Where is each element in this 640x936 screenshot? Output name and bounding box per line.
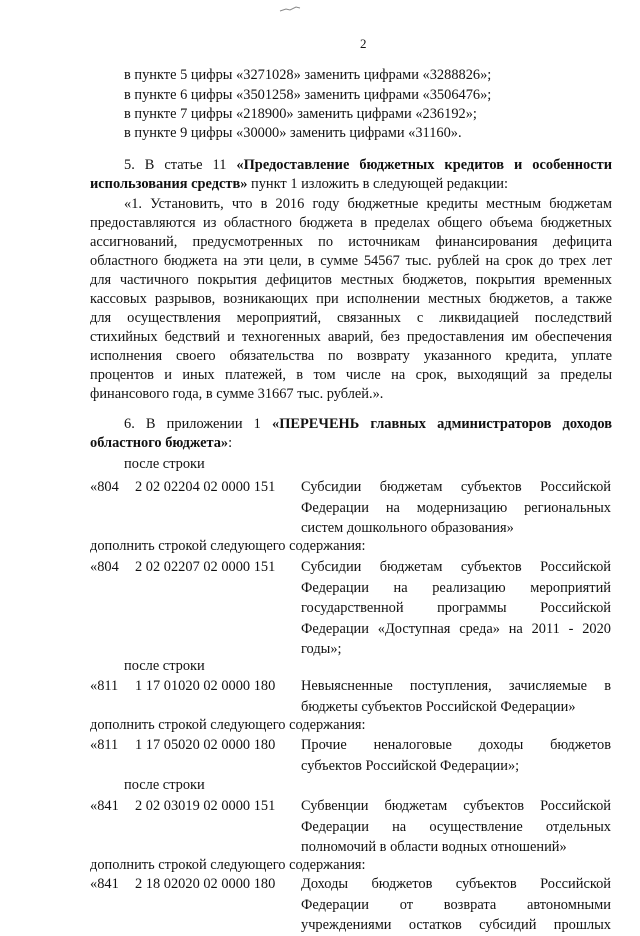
add-row-label: дополнить строкой следующего содержания: (90, 717, 366, 733)
item5-heading-line1: 5. В статье 11 «Предоставление бюджетных кредитов и особенности (124, 157, 612, 173)
admin-code: «811 (90, 678, 119, 694)
revenue-code: 2 18 02020 02 0000 180 (135, 876, 276, 892)
revenue-description: Субвенции бюджетам субъектов Российской Федерации на осуществление отдельных полномочий в области водных отношений» (301, 798, 611, 855)
quote-line: предоставляются из областного бюджета в пределах общего объема бюджетных (90, 215, 612, 231)
after-row-label: после строки (124, 456, 205, 472)
amendment-line: в пункте 6 цифры «3501258» заменить цифрами «3506476»; (124, 87, 492, 103)
revenue-code: 2 02 02207 02 0000 151 (135, 559, 276, 575)
add-row-label: дополнить строкой следующего содержания: (90, 538, 366, 554)
admin-code: «804 (90, 559, 119, 575)
amendment-line: в пункте 9 цифры «30000» заменить цифрами «31160». (124, 125, 462, 141)
revenue-code: 2 02 03019 02 0000 151 (135, 798, 276, 814)
amendment-line: в пункте 5 цифры «3271028» заменить цифрами «3288826»; (124, 67, 492, 83)
after-row-label: после строки (124, 658, 205, 674)
revenue-code: 2 02 02204 02 0000 151 (135, 479, 276, 495)
admin-code: «841 (90, 798, 119, 814)
revenue-description: Прочие неналоговые доходы бюджетов субъектов Российской Федерации»; (301, 737, 611, 774)
quote-line: для частичного покрытия дефицитов местных бюджетов, покрытия временных (90, 272, 612, 288)
revenue-description: Невыясненные поступления, зачисляемые в бюджеты субъектов Российской Федерации» (301, 678, 611, 715)
quote-line: стихийных бедствий и техногенных аварий, без предоставления им обеспечения (90, 329, 612, 345)
admin-code: «811 (90, 737, 119, 753)
revenue-description: Субсидии бюджетам субъектов Российской Федерации на реализацию мероприятий государственной программы Российской Федерации «Доступная среда» на 2011 - 2020 годы»; (301, 559, 611, 657)
quote-line: процентов и иных платежей, в том числе на срок, выходящий за пределы (90, 367, 612, 383)
quote-line: для осуществления мероприятий, связанных с ликвидацией последствий (90, 310, 612, 326)
add-row-label: дополнить строкой следующего содержания: (90, 857, 366, 873)
item6-heading-line2: областного бюджета»: (90, 435, 233, 451)
amendment-line: в пункте 7 цифры «218900» заменить цифрами «236192»; (124, 106, 477, 122)
admin-code: «804 (90, 479, 119, 495)
quote-line: кассовых разрывов, возникающих при исполнении местных бюджетов, а также (90, 291, 612, 307)
item6-heading-line1: 6. В приложении 1 «ПЕРЕЧЕНЬ главных администраторов доходов (124, 416, 612, 432)
scan-mark (278, 4, 302, 14)
quote-line: областного бюджета на эти цели, в сумме 54567 тыс. рублей на срок до трех лет (90, 253, 612, 269)
revenue-code: 1 17 01020 02 0000 180 (135, 678, 276, 694)
quote-line: финансового года, в сумме 31667 тыс. рублей.». (90, 386, 384, 402)
after-row-label: после строки (124, 777, 205, 793)
revenue-code: 1 17 05020 02 0000 180 (135, 737, 276, 753)
revenue-description: Доходы бюджетов субъектов Российской Федерации от возврата автономными учреждениями остатков субсидий прошлых (301, 876, 611, 933)
quote-line: исполнения своего обязательства по возврату указанного кредита, уплате (90, 348, 612, 364)
quote-line: «1. Установить, что в 2016 году бюджетные кредиты местным бюджетам (124, 196, 612, 212)
quote-line: ассигнований, предусмотренных по источникам финансирования дефицита (90, 234, 612, 250)
admin-code: «841 (90, 876, 119, 892)
item5-heading-line2: использования средств» пункт 1 изложить в следующей редакции: (90, 176, 508, 192)
revenue-description: Субсидии бюджетам субъектов Российской Федерации на модернизацию региональных систем дошкольного образования» (301, 479, 611, 536)
page-number: 2 (360, 36, 367, 51)
